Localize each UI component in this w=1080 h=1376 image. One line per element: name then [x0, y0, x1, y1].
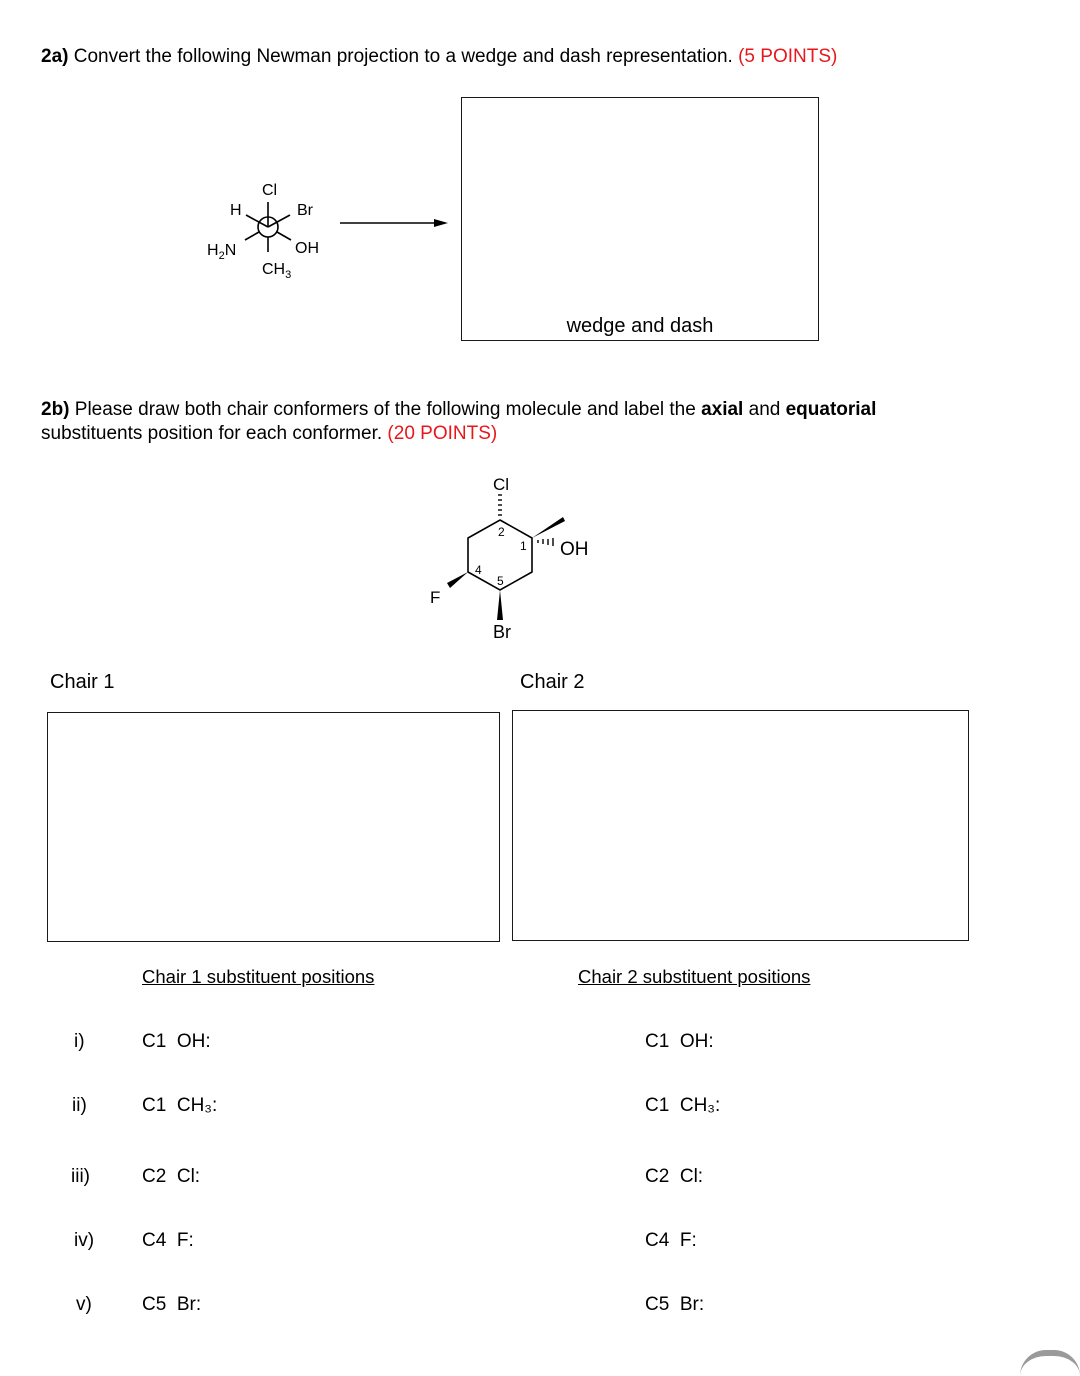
c1-oh-hash-bond	[538, 538, 553, 546]
question-2b-and: and	[743, 399, 786, 420]
chair-2-row-c2-cl: C2 Cl:	[645, 1166, 704, 1187]
newman-projection	[195, 170, 345, 290]
carbon-number-4: 4	[475, 563, 482, 577]
corner-scroll-decoration	[1020, 1350, 1080, 1376]
chair-1-answer-box[interactable]	[47, 712, 500, 942]
chair-2-positions-heading: Chair 2 substituent positions	[578, 966, 811, 987]
wedge-dash-caption: wedge and dash	[566, 315, 714, 337]
c2-cl-hash-bond	[498, 495, 502, 515]
question-2a-points: (5 POINTS)	[738, 46, 838, 67]
molecule-oh-label: OH	[560, 539, 589, 560]
c5-br-wedge	[497, 590, 503, 620]
chair-2-row-c5-br: C5 Br:	[645, 1294, 705, 1315]
newman-back-bottom-label: $CH_3$	[262, 261, 292, 281]
newman-front-left-label: H	[230, 202, 242, 219]
numeral-iv: iv)	[74, 1230, 95, 1251]
chair-1-positions-heading: Chair 1 substituent positions	[142, 966, 375, 987]
question-2b-text-2: substituents position for each conformer.	[41, 423, 388, 444]
reaction-arrow	[338, 214, 453, 232]
question-2b-text-1: Please draw both chair conformers of the following molecule and label the	[69, 399, 702, 420]
newman-back-bond-left	[245, 232, 259, 240]
carbon-number-2: 2	[498, 525, 505, 539]
molecule-cl-label: Cl	[493, 475, 510, 494]
chair-2-title: Chair 2	[520, 671, 585, 693]
molecule-br-label: Br	[493, 622, 511, 642]
numeral-iii: iii)	[71, 1166, 90, 1187]
newman-front-right-label: Br	[297, 202, 313, 219]
molecule-f-label: F	[430, 588, 441, 607]
chair-2-row-c1-ch3: C1 CH₃:	[645, 1095, 721, 1116]
question-2a	[41, 45, 1041, 69]
cyclohexane-molecule	[420, 468, 620, 648]
carbon-number-1: 1	[520, 539, 527, 553]
newman-front-top-label: Cl	[262, 182, 278, 199]
question-2a-label: 2a)	[41, 46, 69, 67]
chair-2-row-c4-f: C4 F:	[645, 1230, 697, 1251]
newman-back-left-label: $H_2N$	[207, 242, 237, 262]
chair-1-row-c1-ch3: C1 CH₃:	[142, 1095, 218, 1116]
c4-f-wedge	[447, 572, 468, 588]
question-2b-equatorial: equatorial	[785, 399, 877, 420]
carbon-number-5: 5	[497, 574, 504, 588]
question-2a-text: Convert the following Newman projection to a wedge and dash representation.	[68, 46, 739, 67]
question-2b-axial: axial	[701, 399, 744, 420]
question-2b	[41, 398, 1051, 446]
chair-2-row-c1-oh: C1 OH:	[645, 1031, 714, 1052]
c1-methyl-wedge	[532, 517, 565, 538]
chair-2-answer-box[interactable]	[512, 710, 969, 941]
chair-1-row-c4-f: C4 F:	[142, 1230, 194, 1251]
wedge-dash-answer-box[interactable]	[461, 97, 819, 341]
numeral-v: v)	[76, 1294, 92, 1315]
chair-1-row-c1-oh: C1 OH:	[142, 1031, 211, 1052]
chair-1-title: Chair 1	[50, 671, 115, 693]
newman-back-right-label: OH	[295, 240, 319, 257]
chair-1-row-c5-br: C5 Br:	[142, 1294, 202, 1315]
question-2b-label: 2b)	[41, 399, 70, 420]
chair-1-row-c2-cl: C2 Cl:	[142, 1166, 201, 1187]
numeral-ii: ii)	[72, 1095, 87, 1116]
newman-back-bond-right	[277, 232, 291, 240]
numeral-i: i)	[74, 1031, 85, 1052]
question-2b-points: (20 POINTS)	[387, 423, 498, 444]
